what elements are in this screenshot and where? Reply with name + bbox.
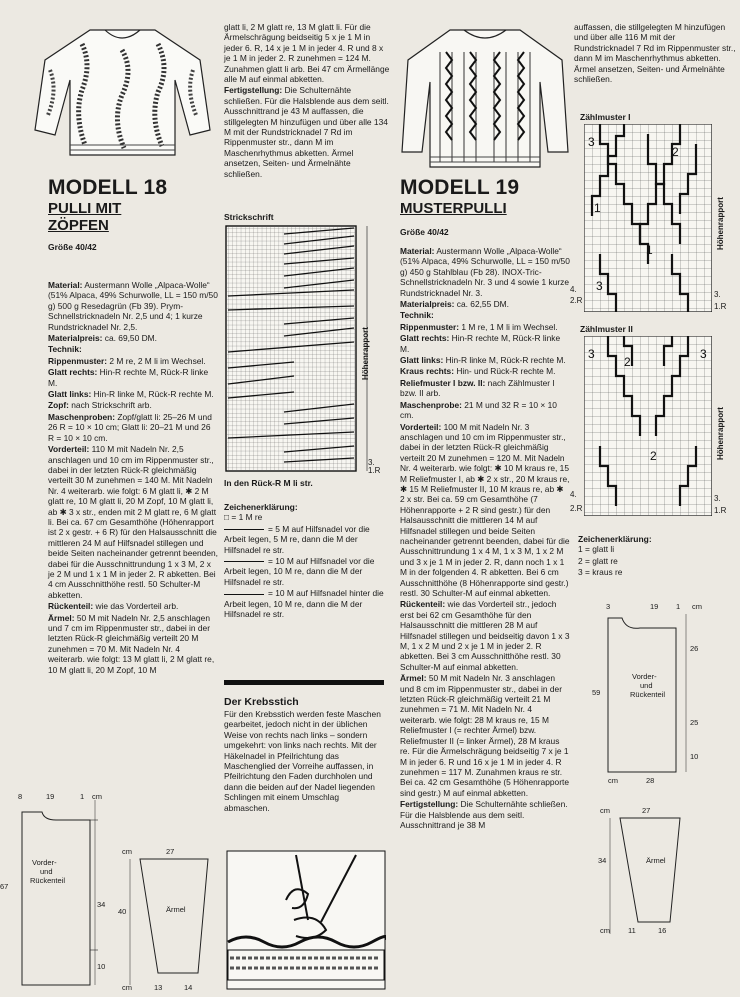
dim-label: 28 <box>646 776 655 785</box>
m18-para: Material: Austermann Wolle „Alpaca-Wolle“ (51% Alpaca, 49% Schurwolle, LL = 150 m/50 g) 500 g Resedagrün (Fb 39). Prym-Schnellstricknadeln Nr. 2,5 und 4; 1 kurze Rundstricknadel Nr. 2,5. <box>48 280 218 332</box>
m19-para: Maschenprobe: 21 M und 32 R = 10 × 10 cm. <box>400 399 557 421</box>
dim-label: 1 <box>676 602 681 611</box>
m19-para: Technik: <box>400 310 434 321</box>
m19-para: Ärmel: 50 M mit Nadeln Nr. 3 anschlagen und 8 cm im Rippenmuster str., dabei in der letzten Rück-R gleichmäßig verteilt 21 M zunehmen = 71 M. Mit Nadeln Nr. 4 weiterarb. wie folgt: 28 M kraus re, 15 M Reliefmuster I (= rechter Ärmel) bzw. Reliefmuster II (= linker Ärmel), 28 M kraus re. Für die Ärmelschrägung beidseitig 7 x je 1 M in jeder 6. R und 16 x je 1 M in jeder 4. R zunehmen = 117 M. Zunahmen kraus re str. Bei ca. 42 cm Gesamthöhe (5 Höhenrapporte sind gestr.) M auf einmal abketten. <box>400 673 569 798</box>
strickschrift-side-label: Höhenrapport <box>361 327 370 380</box>
dim-label: 34 <box>97 900 106 909</box>
m18-para: Technik: <box>48 344 82 355</box>
m19-body-shape <box>596 600 736 790</box>
zm1-symbol: 2 <box>672 145 679 159</box>
crochet-illustration <box>226 850 386 990</box>
dim-label: cm <box>692 602 702 611</box>
legend-item: 2 = glatt re <box>578 555 618 566</box>
row-label: 4. <box>570 285 577 294</box>
model-18-heading: MODELL 18 <box>48 176 168 199</box>
dim-label: 3 <box>606 602 611 611</box>
m19-para: Reliefmuster I bzw. II: nach Zählmuster I bzw. II arb. <box>400 377 555 399</box>
m18-para: glatt li, 2 M glatt re, 13 M glatt li. Für die Ärmelschrägung beidseitig 5 x je 1 M in jeder 6. R, 14 x je 1 M in jeder 4. R und 8 x je 1 M in jeder 2. R zunehmen = 124 M. Zunahmen glatt li arb. Bei 47 cm Ärmellänge alle M auf einmal abketten. <box>224 22 390 85</box>
m19-para: Fertigstellung: Die Schulternähte schließen. Für die Halsblende aus dem seitl. Ausschnittrand je 38 M <box>400 799 568 830</box>
dim-label: 25 <box>690 718 699 727</box>
zm2-symbol: 2 <box>650 449 657 463</box>
m19-para: Material: Austermann Wolle „Alpaca-Wolle“ (51% Alpaca, 49% Schurwolle, LL = 150 m/50 g) 450 g Stahlblau (Fb 28). INOX-Tric-Schnellstricknadeln Nr. 3 und 4 sowie 1 kurze Rundstricknadel Nr. 3. <box>400 246 570 298</box>
dim-label: 16 <box>658 926 667 935</box>
dim-label: 19 <box>650 602 659 611</box>
dim-label: cm <box>600 926 610 935</box>
m18-para: Materialpreis: ca. 69,50 DM. <box>48 333 157 344</box>
m18-body-shape <box>0 790 110 990</box>
legend-item: = 10 M auf Hilfsnadel hinter die Arbeit legen, 10 M re, dann die M der Hilfsnadel re str. <box>224 588 384 620</box>
zaehlmuster-2-title: Zählmuster II <box>580 324 633 334</box>
m19-legend <box>578 534 728 579</box>
dim-label: cm <box>92 792 102 801</box>
dim-label: 27 <box>166 847 175 856</box>
dim-label: 59 <box>592 688 601 697</box>
shape-label: Rückenteil <box>30 876 66 885</box>
zm2-symbol: 3 <box>700 347 707 361</box>
krebsstich-text: Für den Krebsstich werden feste Maschen gearbeitet, jedoch nicht in der üblichen Weise von rechts nach links – sondern umgekehrt: von links nach rechts. Mit der Häkelnadel in Pfeilrichtung das Maschenglied der Vorreihe auffassen, in Pfeilrichtung den Faden durchholen und dann die beiden auf der Nadel liegenden Schlingen mit einem Umschlag abmaschen. <box>224 709 381 813</box>
m19-para: Rückenteil: wie das Vorderteil str., jedoch erst bei 62 cm Gesamthöhe für den Halsausschnitt die mittleren 28 M auf Hilfsnadel stillegen und beidseitig davon 1 x 3 M, 1 x 2 M und 2 x je 1 M in jeder 2. R abketten. Bei 3 cm Ausschnitthöhe restl. 30 Schulter-M auf einmal abketten. <box>400 599 570 672</box>
dim-label: 34 <box>598 856 607 865</box>
zm1-symbol: 1 <box>646 243 653 257</box>
row-label: 1.R <box>714 506 727 515</box>
legend-title: Zeichenerklärung: <box>224 502 298 512</box>
row-label: 3. <box>714 494 721 503</box>
sweater-19-illustration <box>400 22 570 172</box>
legend-title: Zeichenerklärung: <box>578 534 652 544</box>
zm1-side-label: Höhenrapport <box>716 197 725 250</box>
dim-label: 27 <box>642 806 651 815</box>
shape-label: Vorder- <box>32 858 57 867</box>
m18-para: Glatt links: Hin-R linke M, Rück-R rechte M. <box>48 389 214 400</box>
dim-label: cm <box>608 776 618 785</box>
legend-item: 3 = kraus re <box>578 567 623 578</box>
m18-continued <box>224 22 390 180</box>
zm2-symbol: 2 <box>624 355 631 369</box>
dim-label: 11 <box>628 926 636 935</box>
dim-label: 14 <box>184 983 193 992</box>
chart-row-label: 3. <box>368 458 375 467</box>
krebsstich-box <box>224 696 384 814</box>
dim-label: 40 <box>118 907 127 916</box>
dim-label: 26 <box>690 644 699 653</box>
row-label: 4. <box>570 490 577 499</box>
legend-item: = 10 M auf Hilfsnadel vor die Arbeit legen, 10 M re, dann die M der Hilfsnadel re str. <box>224 556 375 587</box>
dim-label: 10 <box>690 752 699 761</box>
zm1-symbol: 3 <box>588 135 595 149</box>
row-label: 3. <box>714 290 721 299</box>
zm2-side-label: Höhenrapport <box>716 407 725 460</box>
m18-header <box>48 176 216 252</box>
m19-body-schematic <box>592 600 736 790</box>
m19-continued: auffassen, die stillgelegten M hinzufügen und über alle 116 M mit der Rundstricknadel 7 Rd im Rippenmuster str., dann M im Maschenrhythmus abketten. Ärmel ansetzen, Seiten- und Ärmelnähte schließen. <box>574 22 736 85</box>
dim-label: cm <box>122 983 132 992</box>
m19-para: Rippenmuster: 1 M re, 1 M li im Wechsel. <box>400 321 558 332</box>
dim-label: 13 <box>154 983 163 992</box>
zaehlmuster-1-title: Zählmuster I <box>580 112 631 122</box>
m18-para: Rippenmuster: 2 M re, 2 M li im Wechsel. <box>48 355 206 366</box>
m19-body <box>400 246 570 831</box>
m18-legend <box>224 502 384 620</box>
row-label: 1.R <box>714 302 727 311</box>
model-19-title: MUSTERPULLI <box>400 200 507 217</box>
dim-label: cm <box>122 847 132 856</box>
model-19-size: Größe 40/42 <box>400 227 449 237</box>
row-label: 2.R <box>570 296 583 305</box>
shape-label: Ärmel <box>646 856 666 865</box>
model-18-title-line2: ZÖPFEN <box>48 217 109 234</box>
row-label: 2.R <box>570 504 583 513</box>
m19-para: Glatt links: Hin-R linke M, Rück-R rechte M. <box>400 355 566 366</box>
shape-label: und <box>640 681 653 690</box>
m18-sleeve-shape <box>118 845 218 995</box>
m18-body <box>48 280 218 676</box>
m18-body-schematic <box>0 790 110 990</box>
zaehlmuster-1-grid <box>584 124 712 312</box>
strickschrift-grid <box>224 224 382 474</box>
legend-item: □ = 1 M re <box>224 512 263 523</box>
m19-para: Vorderteil: 100 M mit Nadeln Nr. 3 anschlagen und 10 cm im Rippenmuster str., dabei in der letzten Rück-R gleichmäßig verteilt 20 M zunehmen = 120 M. Mit Nadeln Nr. 4 weiterarb. wie folgt: ✱ 10 M kraus re, 15 M Reliefmuster I, ab ✱ 2 x str., 20 M kraus re, ✱ 15 M Reliefmuster II, 10 M kraus re, ab ✱ 2 x str. Bei ca. 59 cm Gesamthöhe (7 Höhenrapporte + 2 R sind gestr.) für den Halsausschnitt die mittleren 14 M auf Hilfsnadel stillegen und beide Seiten nacheinander getrennt beenden, dabei für die Ausschnittrundung 1 x 4 M, 1 x 3 M, 1 x 2 M und 3 x je 1 M in jeder 2. R, dann noch 1 x 1 M in der folgenden 4. R abketten. Bei 6 cm Ausschnitthöhe (8 Höhenrapporte sind gestr.) restl. 30 Schulter-M auf einmal abketten. <box>400 421 570 598</box>
m18-para: Maschenproben: Zopf/glatt li: 25–26 M und 26 R = 10 × 10 cm; Glatt li: 20–21 M und 26 R = 10 × 10 cm. <box>48 411 212 443</box>
m18-para: Vorderteil: 110 M mit Nadeln Nr. 2,5 anschlagen und 10 cm im Rippenmuster str., dabei in der letzten Rück-R gleichmäßig verteilt 30 M zunehmen = 140 M. Mit Nadeln Nr. 4 weiterarb. wie folgt: 6 M glatt li, ✱ 2 M glatt re, 10 M glatt li, 20 M Zopf, 10 M glatt li, ab ✱ 3 x str., enden mit 2 M glatt re, 6 M glatt li. Bei ca. 67 cm Gesamthöhe (Höhenrapport ist 2 x gestr. + 6 R) für den Halsausschnitt die mittleren 24 M auf Hilfsnadel stillegen und beide Seiten nacheinander getrennt beenden, dabei für die Ausschnittrundung 1 x 3 M, 2 x je 2 M und 1 x 1 M in jeder 2. R abketten. Bei 4 cm Ausschnitthöhe restl. 50 Schulter-M abketten. <box>48 444 218 600</box>
zm1-symbol: 1 <box>594 201 601 215</box>
m18-para: Glatt rechts: Hin-R rechte M, Rück-R linke M. <box>48 367 209 388</box>
strickschrift-note: In den Rück-R M li str. <box>224 478 313 488</box>
shape-label: Ärmel <box>166 905 186 914</box>
section-rule <box>224 680 384 685</box>
model-18-title-line1: PULLI MIT <box>48 200 122 217</box>
m18-sleeve-schematic <box>118 845 218 995</box>
m19-para: Materialpreis: ca. 62,55 DM. <box>400 299 509 310</box>
model-19-heading: MODELL 19 <box>400 176 520 199</box>
krebsstich-title: Der Krebsstich <box>224 696 299 708</box>
zm1-symbol: 3 <box>596 279 603 293</box>
m18-para: Rückenteil: wie das Vorderteil arb. <box>48 601 179 612</box>
model-18-size: Größe 40/42 <box>48 242 97 252</box>
dim-label: 1 <box>80 792 85 801</box>
m18-para: Zopf: nach Strickschrift arb. <box>48 400 152 411</box>
dim-label: cm <box>600 806 610 815</box>
legend-item: 1 = glatt li <box>578 544 615 555</box>
m19-sleeve-schematic <box>598 804 734 954</box>
legend-item: = 5 M auf Hilfsnadel vor die Arbeit legen, 5 M re, dann die M der Hilfsnadel re str. <box>224 523 370 555</box>
dim-label: 8 <box>18 792 23 801</box>
m19-para: Glatt rechts: Hin-R rechte M, Rück-R linke M. <box>400 333 561 354</box>
shape-label: Vorder- <box>632 672 657 681</box>
m19-para: Kraus rechts: Hin- und Rück-R rechte M. <box>400 366 556 377</box>
dim-label: 10 <box>97 962 106 971</box>
shape-label: und <box>40 867 53 876</box>
zm2-symbol: 3 <box>588 347 595 361</box>
shape-label: Rückenteil <box>630 690 666 699</box>
chart-row-label: 1.R <box>368 466 381 475</box>
m19-header <box>400 176 570 237</box>
dim-label: 67 <box>0 882 9 891</box>
sweater-18-illustration <box>30 20 215 160</box>
dim-label: 19 <box>46 792 55 801</box>
m18-para: Ärmel: 50 M mit Nadeln Nr. 2,5 anschlagen und 7 cm im Rippenmuster str., dabei in der letzten Rück-R gleichmäßig verteilt 20 M zunehmen = 70 M. Mit Nadeln Nr. 4 weiterarb. wie folgt: 13 M glatt li, 2 M glatt re, 10 M glatt li, 20 M Zopf, 10 M <box>48 612 215 675</box>
zaehlmuster-2-grid <box>584 336 712 516</box>
m18-para: Fertigstellung: Die Schulternähte schließen. Für die Halsblende aus dem seitl. Ausschnittrand je 43 M auffassen, die stillgelegten M hinzufügen und über alle 134 M mit der Rundstricknadel 7 Rd im Rippenmuster str., dann M im Maschenrhythmus abketten. Ärmel ansetzen, Seiten- und Ärmelnähte schließen. <box>224 85 389 179</box>
strickschrift-title: Strickschrift <box>224 212 274 222</box>
